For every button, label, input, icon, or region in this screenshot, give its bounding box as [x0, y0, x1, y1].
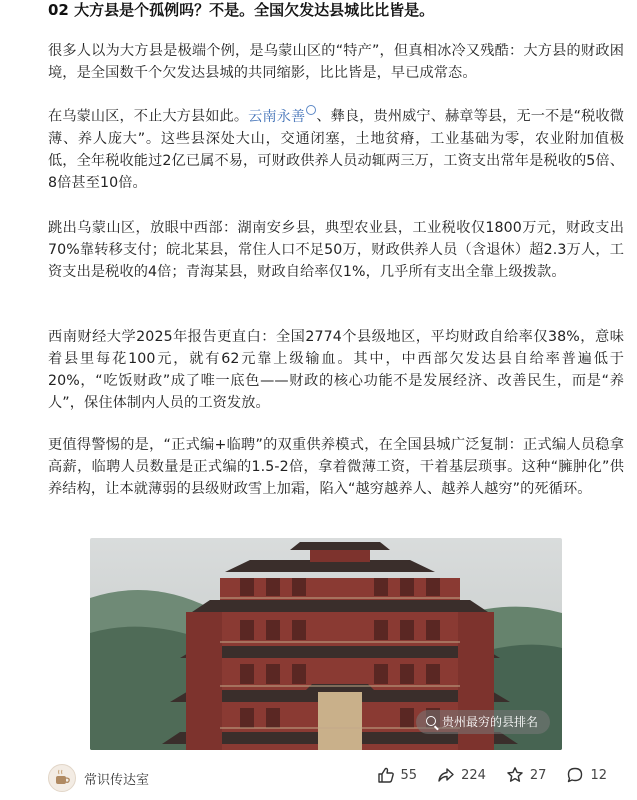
thumbs-up-icon [377, 766, 395, 784]
paragraph-5: 更值得警惕的是，“正式编+临聘”的双重供养模式，在全国县城广泛复制：正式编人员稳拿高薪，临聘人员数量是正式编的1.5-2倍，拿着微薄工资，干着基层琐事。这种“臃肿化”供养结构，让本就薄弱的县级财政雪上加霜，陷入“越穷越养人、越养人越穷”的死循环。 [48, 437, 624, 497]
section-heading: 02 大方县是个孤例吗？不是。全国欠发达县城比比皆是。 [48, 1, 435, 19]
action-bar [357, 766, 607, 784]
paragraph-4: 西南财经大学2025年报告更直白：全国2774个县级地区，平均财政自给率仅38%，意味着县里每花100元，就有62元靠上级输血。其中，中西部欠发达县自给率普遍低于20%，“吃饭财政”成了唯一底色——财政的核心功能不是发展经济、改善民生，而是“养人”，保住体制内人员的工资发放。 [48, 329, 624, 411]
comment-button[interactable] [566, 766, 607, 784]
image-search-tag[interactable] [416, 710, 550, 734]
coffee-cup-icon [49, 765, 75, 791]
paragraph-3: 跳出乌蒙山区，放眼中西部：湖南安乡县，典型农业县，工业税收仅1800万元，财政支出70%靠转移支付；皖北某县，常住人口不足50万，财政供养人员（含退休）超2.3万人，工资支出是税收的4倍；青海某县，财政自给率仅1%，几乎所有支出全靠上级拨款。 [48, 220, 624, 280]
star-icon [506, 766, 524, 784]
favorite-button[interactable] [506, 766, 547, 784]
share-icon [437, 766, 455, 784]
comment-count: 12 [590, 767, 607, 783]
like-count: 55 [400, 767, 418, 783]
search-icon [426, 716, 436, 726]
paragraph-2-rest: 、彝良，贵州威宁、赫章等县，无一不是“税收微薄、养人庞大”。这些县深处大山，交通闭塞，土地贫瘠，工业基础为零，农业附加值极低，全年税收能过2亿已属不易，可财政供养人员动辄两三万，工资支出常年是税收的5倍、8倍甚至10倍。 [48, 108, 624, 191]
favorite-count: 27 [529, 767, 547, 783]
article-body [48, 0, 624, 497]
paragraph-1: 很多人以为大方县是极端个例，是乌蒙山区的“特产”，但真相冰冷又残酷：大方县的财政困境，是全国数千个欠发达县城的共同缩影，比比皆是，早已成常态。 [48, 43, 624, 81]
article-photo[interactable] [90, 538, 562, 750]
search-icon [306, 105, 316, 115]
search-link-yunnan-yongshan[interactable]: 云南永善 [248, 109, 316, 125]
author-avatar[interactable] [48, 764, 76, 792]
paragraph-2 [48, 105, 624, 194]
like-button[interactable] [377, 766, 418, 784]
post-footer [0, 756, 637, 800]
share-count: 224 [461, 767, 486, 783]
author-name[interactable]: 常识传达室 [84, 773, 150, 788]
paragraph-2-start: 在乌蒙山区，不止大方县如此。 [48, 108, 249, 125]
share-button[interactable] [437, 766, 486, 784]
image-search-tag-label: 贵州最穷的县排名 [441, 715, 538, 729]
comment-icon [566, 766, 584, 784]
